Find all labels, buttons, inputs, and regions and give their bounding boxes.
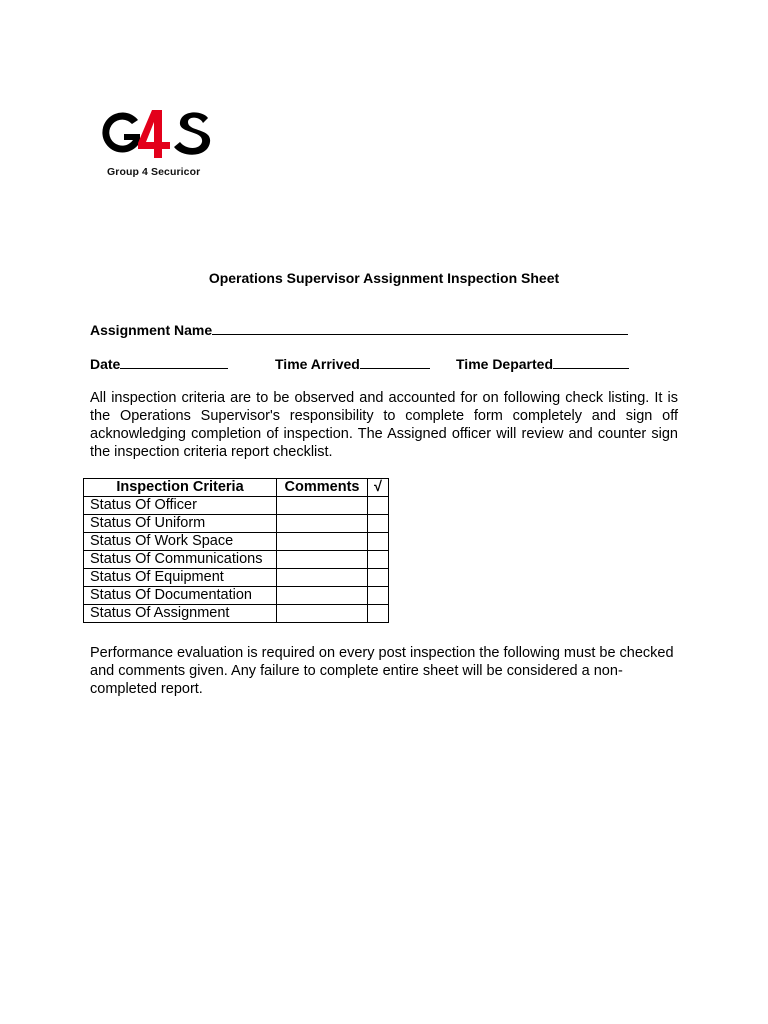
check-cell[interactable] [368,587,389,605]
table-row [84,497,389,515]
g4s-logo [90,98,220,184]
time-departed-label: Time Departed [456,356,553,372]
table-row [84,569,389,587]
header-inspection-criteria: Inspection Criteria [84,479,277,497]
outro-paragraph: Performance evaluation is required on every post inspection the following must be checked and comments given. Any failure to complete entire sheet will be considered a non-completed report. [90,645,674,697]
header-check: √ [368,479,389,497]
g4s-logo-mark [90,98,220,168]
check-cell[interactable] [368,569,389,587]
check-cell[interactable] [368,605,389,623]
criteria-cell: Status Of Officer [84,497,277,515]
check-cell[interactable] [368,515,389,533]
time-arrived-label: Time Arrived [275,356,360,372]
comments-cell[interactable] [277,533,368,551]
table-row [84,515,389,533]
assignment-name-label: Assignment Name [90,322,213,338]
table-row [84,587,389,605]
header-comments: Comments [277,479,368,497]
time-departed-row [456,354,629,372]
comments-cell[interactable] [277,569,368,587]
table-row [84,533,389,551]
comments-cell[interactable] [277,587,368,605]
criteria-cell: Status Of Uniform [84,515,277,533]
logo-caption: Group 4 Securicor [107,166,201,178]
table-header-row [84,479,389,497]
time-arrived-row [275,354,430,372]
page-title: Operations Supervisor Assignment Inspection Sheet [208,270,560,286]
date-row [90,354,228,372]
comments-cell[interactable] [277,551,368,569]
table-row [84,605,389,623]
check-cell[interactable] [368,497,389,515]
criteria-cell: Status Of Communications [84,551,277,569]
criteria-cell: Status Of Documentation [84,587,277,605]
criteria-cell: Status Of Assignment [84,605,277,623]
assignment-name-row [90,320,628,338]
comments-cell[interactable] [277,515,368,533]
comments-cell[interactable] [277,605,368,623]
check-cell[interactable] [368,551,389,569]
date-label: Date [90,356,121,372]
criteria-cell: Status Of Work Space [84,533,277,551]
time-departed-field[interactable] [553,354,629,369]
check-cell[interactable] [368,533,389,551]
comments-cell[interactable] [277,497,368,515]
table-row [84,551,389,569]
assignment-name-field[interactable] [212,320,628,335]
criteria-cell: Status Of Equipment [84,569,277,587]
time-arrived-field[interactable] [360,354,430,369]
date-field[interactable] [120,354,228,369]
intro-paragraph: All inspection criteria are to be observed and accounted for on following check listing. It is the Operations Supervisor's responsibility to complete form completely and sign off acknowledging completion of inspection. The Assigned officer will review and counter sign the inspection criteria report checklist. [90,390,678,460]
inspection-criteria-table [83,478,389,623]
